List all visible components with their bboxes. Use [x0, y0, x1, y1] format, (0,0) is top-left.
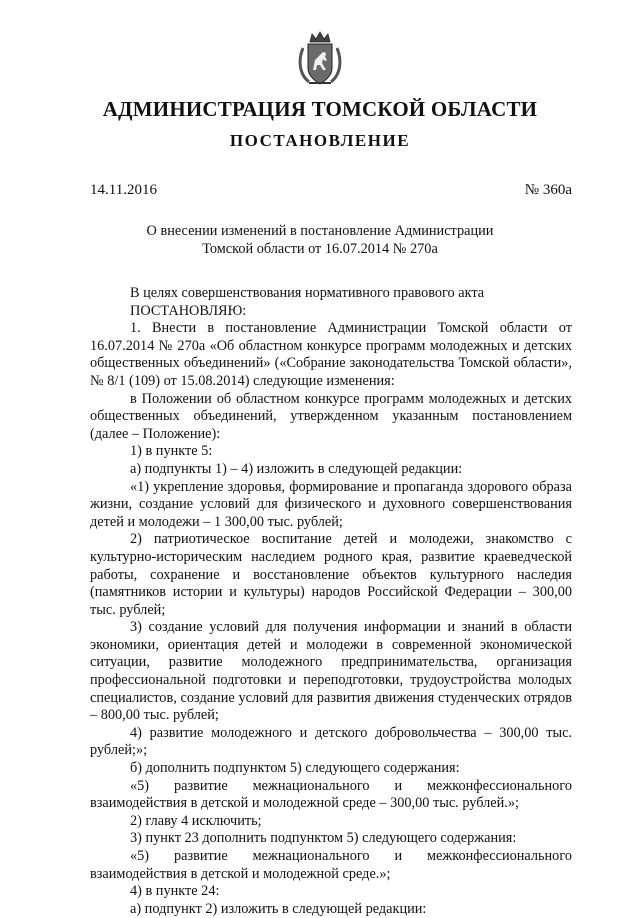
body-paragraph: 1. Внести в постановление Администрации Томской области от 16.07.2014 № 270а «Об областном конкурсе программ молодежных и детских общественных объединений» («Собрание законодательства Томской области», № 8/1 (109) от 15.08.2014) следующие изменения: — [90, 320, 572, 389]
body-paragraph: «1) укрепление здоровья, формирование и пропаганда здорового образа жизни, создание условий для физического и духовного совершенствования детей и молодежи – 1 300,00 тыс. рублей; — [90, 478, 572, 530]
body-paragraph: «5) развитие межнационального и межконфессионального взаимодействия в детской и молодежной среде.»; — [90, 848, 572, 882]
body-paragraph: 4) развитие молодежного и детского добровольчества – 300,00 тыс. рублей;»; — [90, 724, 572, 759]
body-paragraph: а) подпункт 2) изложить в следующей редакции: — [130, 900, 427, 917]
body-paragraph: 2) главу 4 исключить; — [130, 812, 262, 829]
document-number: № 360а — [524, 182, 572, 198]
body-paragraph: 3) пункт 23 дополнить подпунктом 5) следующего содержания: — [130, 830, 517, 847]
body-paragraph: «5) развитие межнационального и межконфессионального взаимодействия в детской и молодежной среде – 300,00 тыс. рублей.»; — [90, 777, 572, 812]
body-paragraph: в Положении об областном конкурсе программ молодежных и детских общественных объединений, утвержденном указанным постановлением (далее – Положение): — [90, 390, 572, 442]
document-type-title: ПОСТАНОВЛЕНИЕ — [229, 131, 411, 150]
document-date: 14.11.2016 — [90, 182, 157, 198]
document-body — [90, 285, 572, 918]
body-paragraph: 4) в пункте 24: — [130, 883, 220, 900]
subject-line: Томской области от 16.07.2014 № 270а — [202, 241, 438, 257]
subject-line: О внесении изменений в постановление Администрации — [146, 223, 494, 239]
decree-word: ПОСТАНОВЛЯЮ: — [130, 302, 247, 319]
organization-title: АДМИНИСТРАЦИЯ ТОМСКОЙ ОБЛАСТИ — [102, 97, 538, 121]
body-paragraph: 1) в пункте 5: — [130, 443, 213, 460]
body-paragraph: а) подпункты 1) – 4) изложить в следующей редакции: — [130, 460, 463, 477]
coat-of-arms-icon — [297, 30, 343, 88]
body-paragraph: б) дополнить подпунктом 5) следующего содержания: — [130, 760, 460, 777]
body-paragraph: 3) создание условий для получения информации и знаний в области экономики, ориентация детей и молодежи в современной экономической ситуации, развитие молодежного предпринимательства, организация профессиональной подготовки и переподготовки, трудоустройства молодых специалистов, создание условий для развития движения студенческих отрядов – 800,00 тыс. рублей; — [90, 619, 572, 724]
body-paragraph: 2) патриотическое воспитание детей и молодежи, знакомство с культурно-историческим наследием родного края, развитие краеведческой работы, сохранение и восстановление объектов культурного наследия (памятников истории и культуры) народов Российской Федерации – 300,00 тыс. рублей; — [90, 531, 572, 618]
document-subject — [130, 222, 510, 258]
intro-paragraph: В целях совершенствования нормативного правового акта — [130, 285, 485, 301]
